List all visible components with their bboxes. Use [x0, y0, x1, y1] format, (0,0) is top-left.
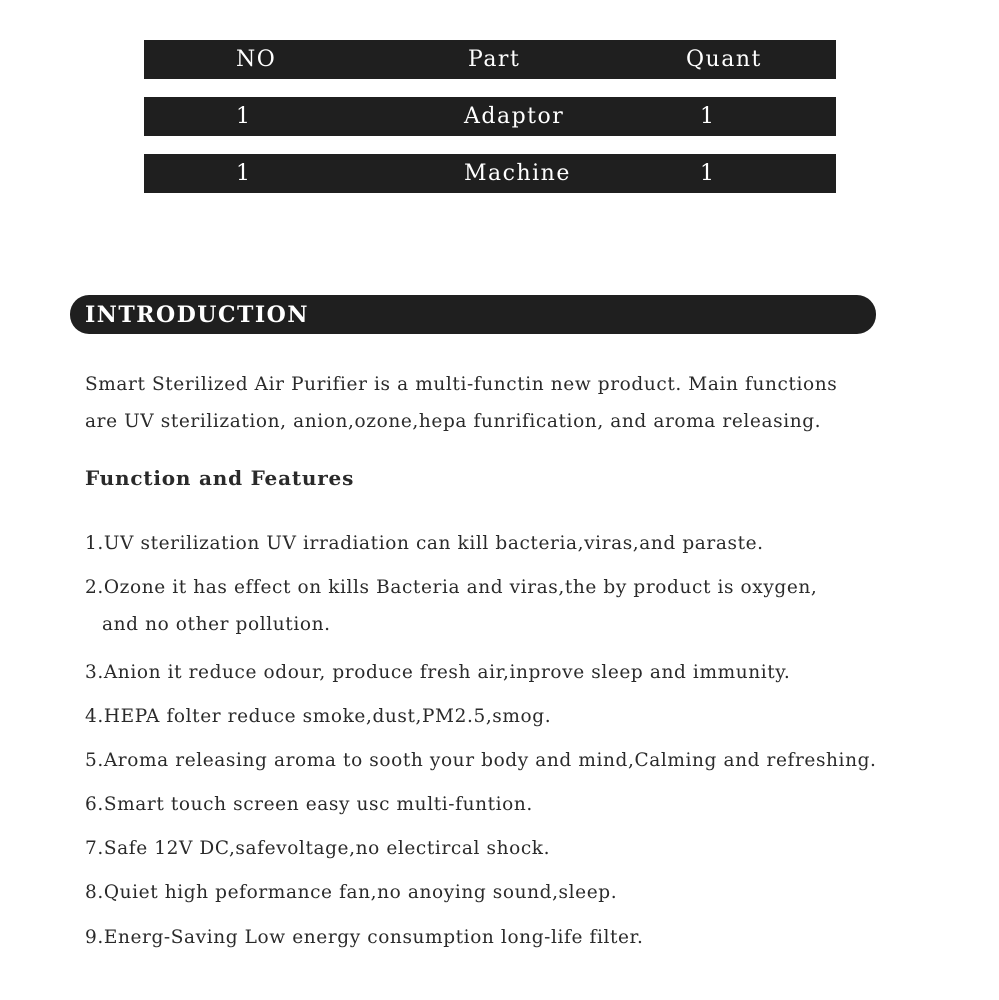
parts-table-header-row: [144, 40, 836, 79]
list-item: [85, 786, 533, 823]
header-quant: Quant: [686, 47, 762, 72]
cell-no: 1: [236, 161, 252, 186]
introduction-line: Smart Sterilized Air Purifier is a multi-functin new product. Main functions: [85, 374, 838, 395]
list-item: [85, 569, 817, 643]
introduction-heading-bar: [70, 295, 876, 334]
cell-part: Adaptor: [464, 104, 565, 129]
header-no: NO: [236, 47, 277, 72]
list-item: [85, 525, 764, 562]
feature-text-continuation: and no other pollution.: [102, 614, 331, 635]
list-item: [85, 874, 617, 911]
introduction-line: are UV sterilization, anion,ozone,hepa funrification, and aroma releasing.: [85, 411, 822, 432]
feature-text: 6.Smart touch screen easy usc multi-funtion.: [85, 794, 533, 815]
parts-table: [144, 40, 836, 211]
introduction-paragraph: [85, 366, 905, 440]
feature-text: 4.HEPA folter reduce smoke,dust,PM2.5,smog.: [85, 706, 552, 727]
feature-text: 8.Quiet high peformance fan,no anoying sound,sleep.: [85, 882, 618, 903]
feature-text: 1.UV sterilization UV irradiation can kill bacteria,viras,and paraste.: [85, 533, 764, 554]
feature-text: 7.Safe 12V DC,safevoltage,no electircal shock.: [85, 838, 551, 859]
feature-text: 3.Anion it reduce odour, produce fresh air,inprove sleep and immunity.: [85, 662, 791, 683]
list-item: [85, 742, 877, 779]
feature-text: 2.Ozone it has effect on kills Bacteria and viras,the by product is oxygen,: [85, 577, 818, 598]
header-part: Part: [468, 47, 521, 72]
cell-quant: 1: [700, 161, 716, 186]
introduction-heading: INTRODUCTION: [85, 302, 309, 328]
list-item: [85, 698, 551, 735]
cell-quant: 1: [700, 104, 716, 129]
features-heading: Function and Features: [85, 466, 355, 490]
cell-part: Machine: [464, 161, 571, 186]
list-item: [85, 830, 550, 867]
list-item: [85, 654, 790, 691]
table-row: [144, 154, 836, 193]
table-row: [144, 97, 836, 136]
feature-text: 5.Aroma releasing aroma to sooth your body and mind,Calming and refreshing.: [85, 750, 877, 771]
feature-text: 9.Energ-Saving Low energy consumption long-life filter.: [85, 927, 644, 948]
list-item: [85, 919, 643, 956]
cell-no: 1: [236, 104, 252, 129]
